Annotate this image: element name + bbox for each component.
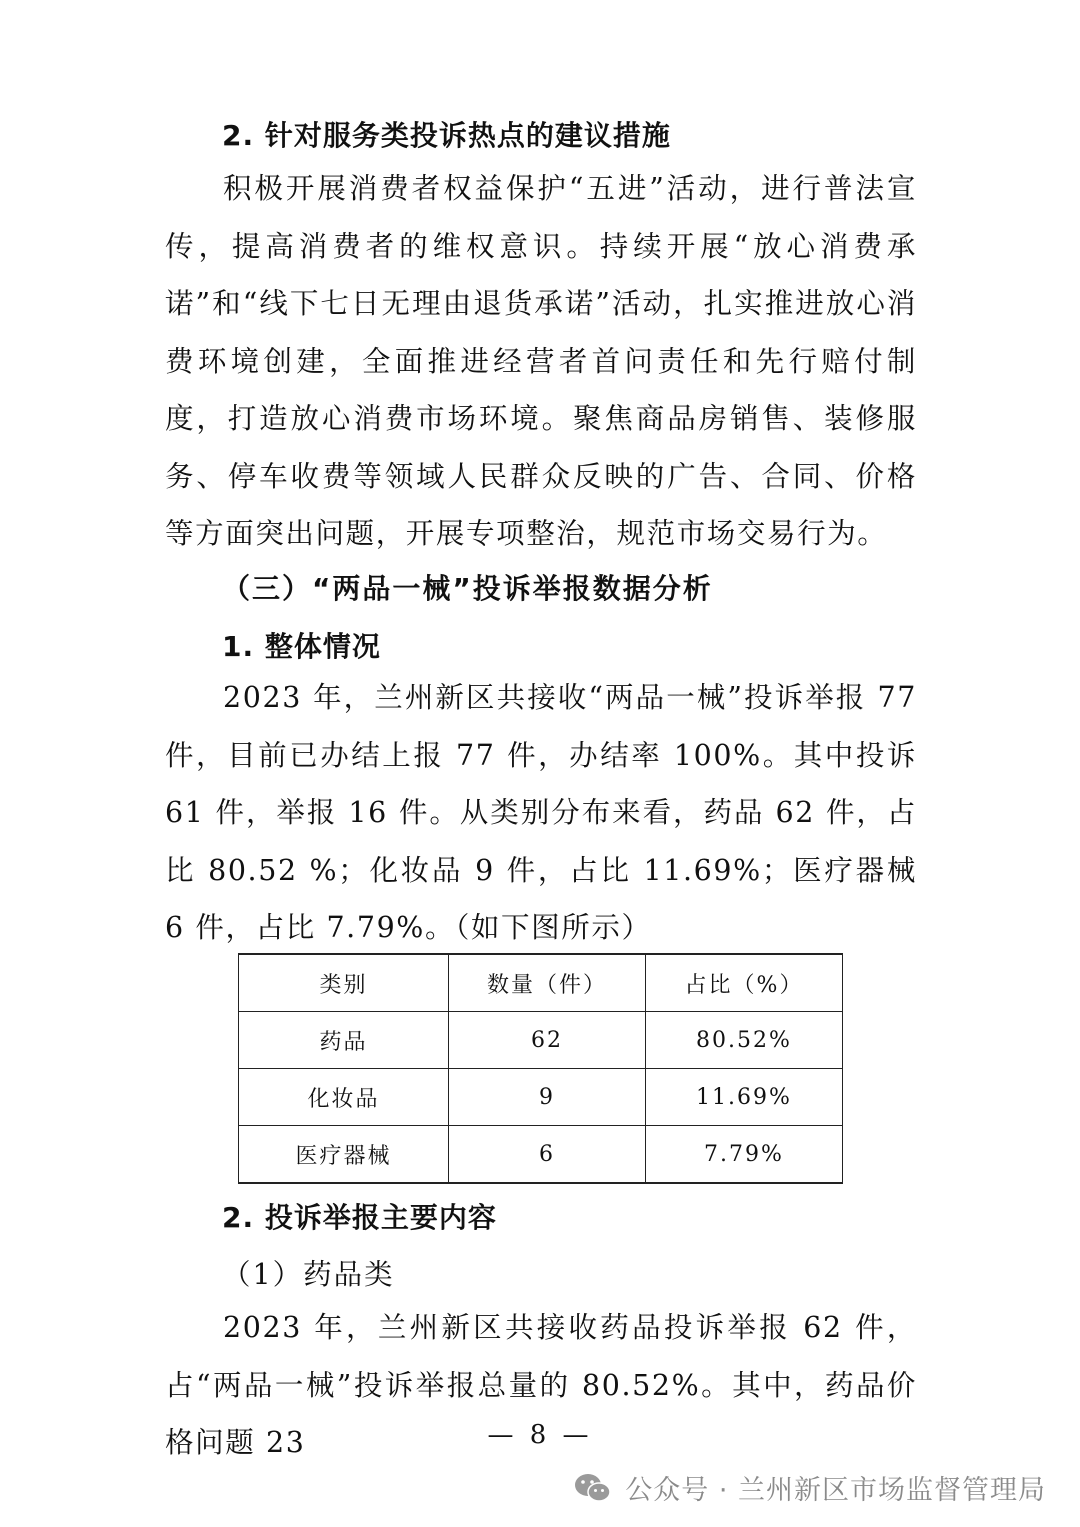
wechat-watermark <box>573 1468 1046 1507</box>
wechat-icon <box>573 1472 613 1504</box>
complaint-category-table <box>238 953 843 1184</box>
table-cell-category: 化妆品 <box>239 1069 449 1126</box>
table-header-count: 数量（件） <box>449 954 646 1012</box>
table-cell-count: 9 <box>449 1069 646 1126</box>
table-header-category: 类别 <box>239 954 449 1012</box>
table-cell-ratio: 11.69% <box>646 1069 843 1126</box>
paragraph-service-suggestions: 积极开展消费者权益保护“五进”活动，进行普法宣传，提高消费者的维权意识。持续开展“放心消费承诺”和“线下七日无理由退货承诺”活动，扎实推进放心消费环境创建，全面推进经营者首问责任和先行赔付制度，打造放心消费市场环境。聚焦商品房销售、装修服务、停车收费等领域人民群众反映的广告、合同、价格等方面突出问题，开展专项整治，规范市场交易行为。 <box>165 172 917 550</box>
table-row <box>239 1069 843 1126</box>
paragraph-drug-category: 2023 年，兰州新区共接收药品投诉举报 62 件，占“两品一械”投诉举报总量的 80.52%。其中，药品价格问题 23 <box>165 1311 917 1459</box>
heading-service-suggestions: 2. 针对服务类投诉热点的建议措施 <box>222 119 671 152</box>
paragraph-overall-situation: 2023 年，兰州新区共接收“两品一械”投诉举报 77 件，目前已办结上报 77 件，办结率 100%。其中投诉 61 件，举报 16 件。从类别分布来看，药品 62 件，占比 80.52 %；化妆品 9 件，占比 11.69%；医疗器械 6 件，占比 7.79%。（如下图所示） <box>165 681 917 944</box>
table-cell-ratio: 7.79% <box>646 1126 843 1184</box>
subheading-drug-category: （1）药品类 <box>222 1258 395 1291</box>
page-number: — 8 — <box>487 1420 593 1450</box>
table-row <box>239 1012 843 1069</box>
table-header-ratio: 占比（%） <box>646 954 843 1012</box>
table-cell-ratio: 80.52% <box>646 1012 843 1069</box>
table-cell-count: 6 <box>449 1126 646 1184</box>
table-row <box>239 1126 843 1184</box>
table-cell-category: 药品 <box>239 1012 449 1069</box>
table-cell-category: 医疗器械 <box>239 1126 449 1184</box>
heading-overall-situation: 1. 整体情况 <box>222 630 381 663</box>
watermark-text: 公众号 · 兰州新区市场监督管理局 <box>625 1475 1046 1506</box>
heading-main-content: 2. 投诉举报主要内容 <box>222 1201 497 1234</box>
table-header-row <box>239 954 843 1012</box>
table-cell-count: 62 <box>449 1012 646 1069</box>
section-title-two-products-one-device: （三）“两品一械”投诉举报数据分析 <box>222 572 713 605</box>
